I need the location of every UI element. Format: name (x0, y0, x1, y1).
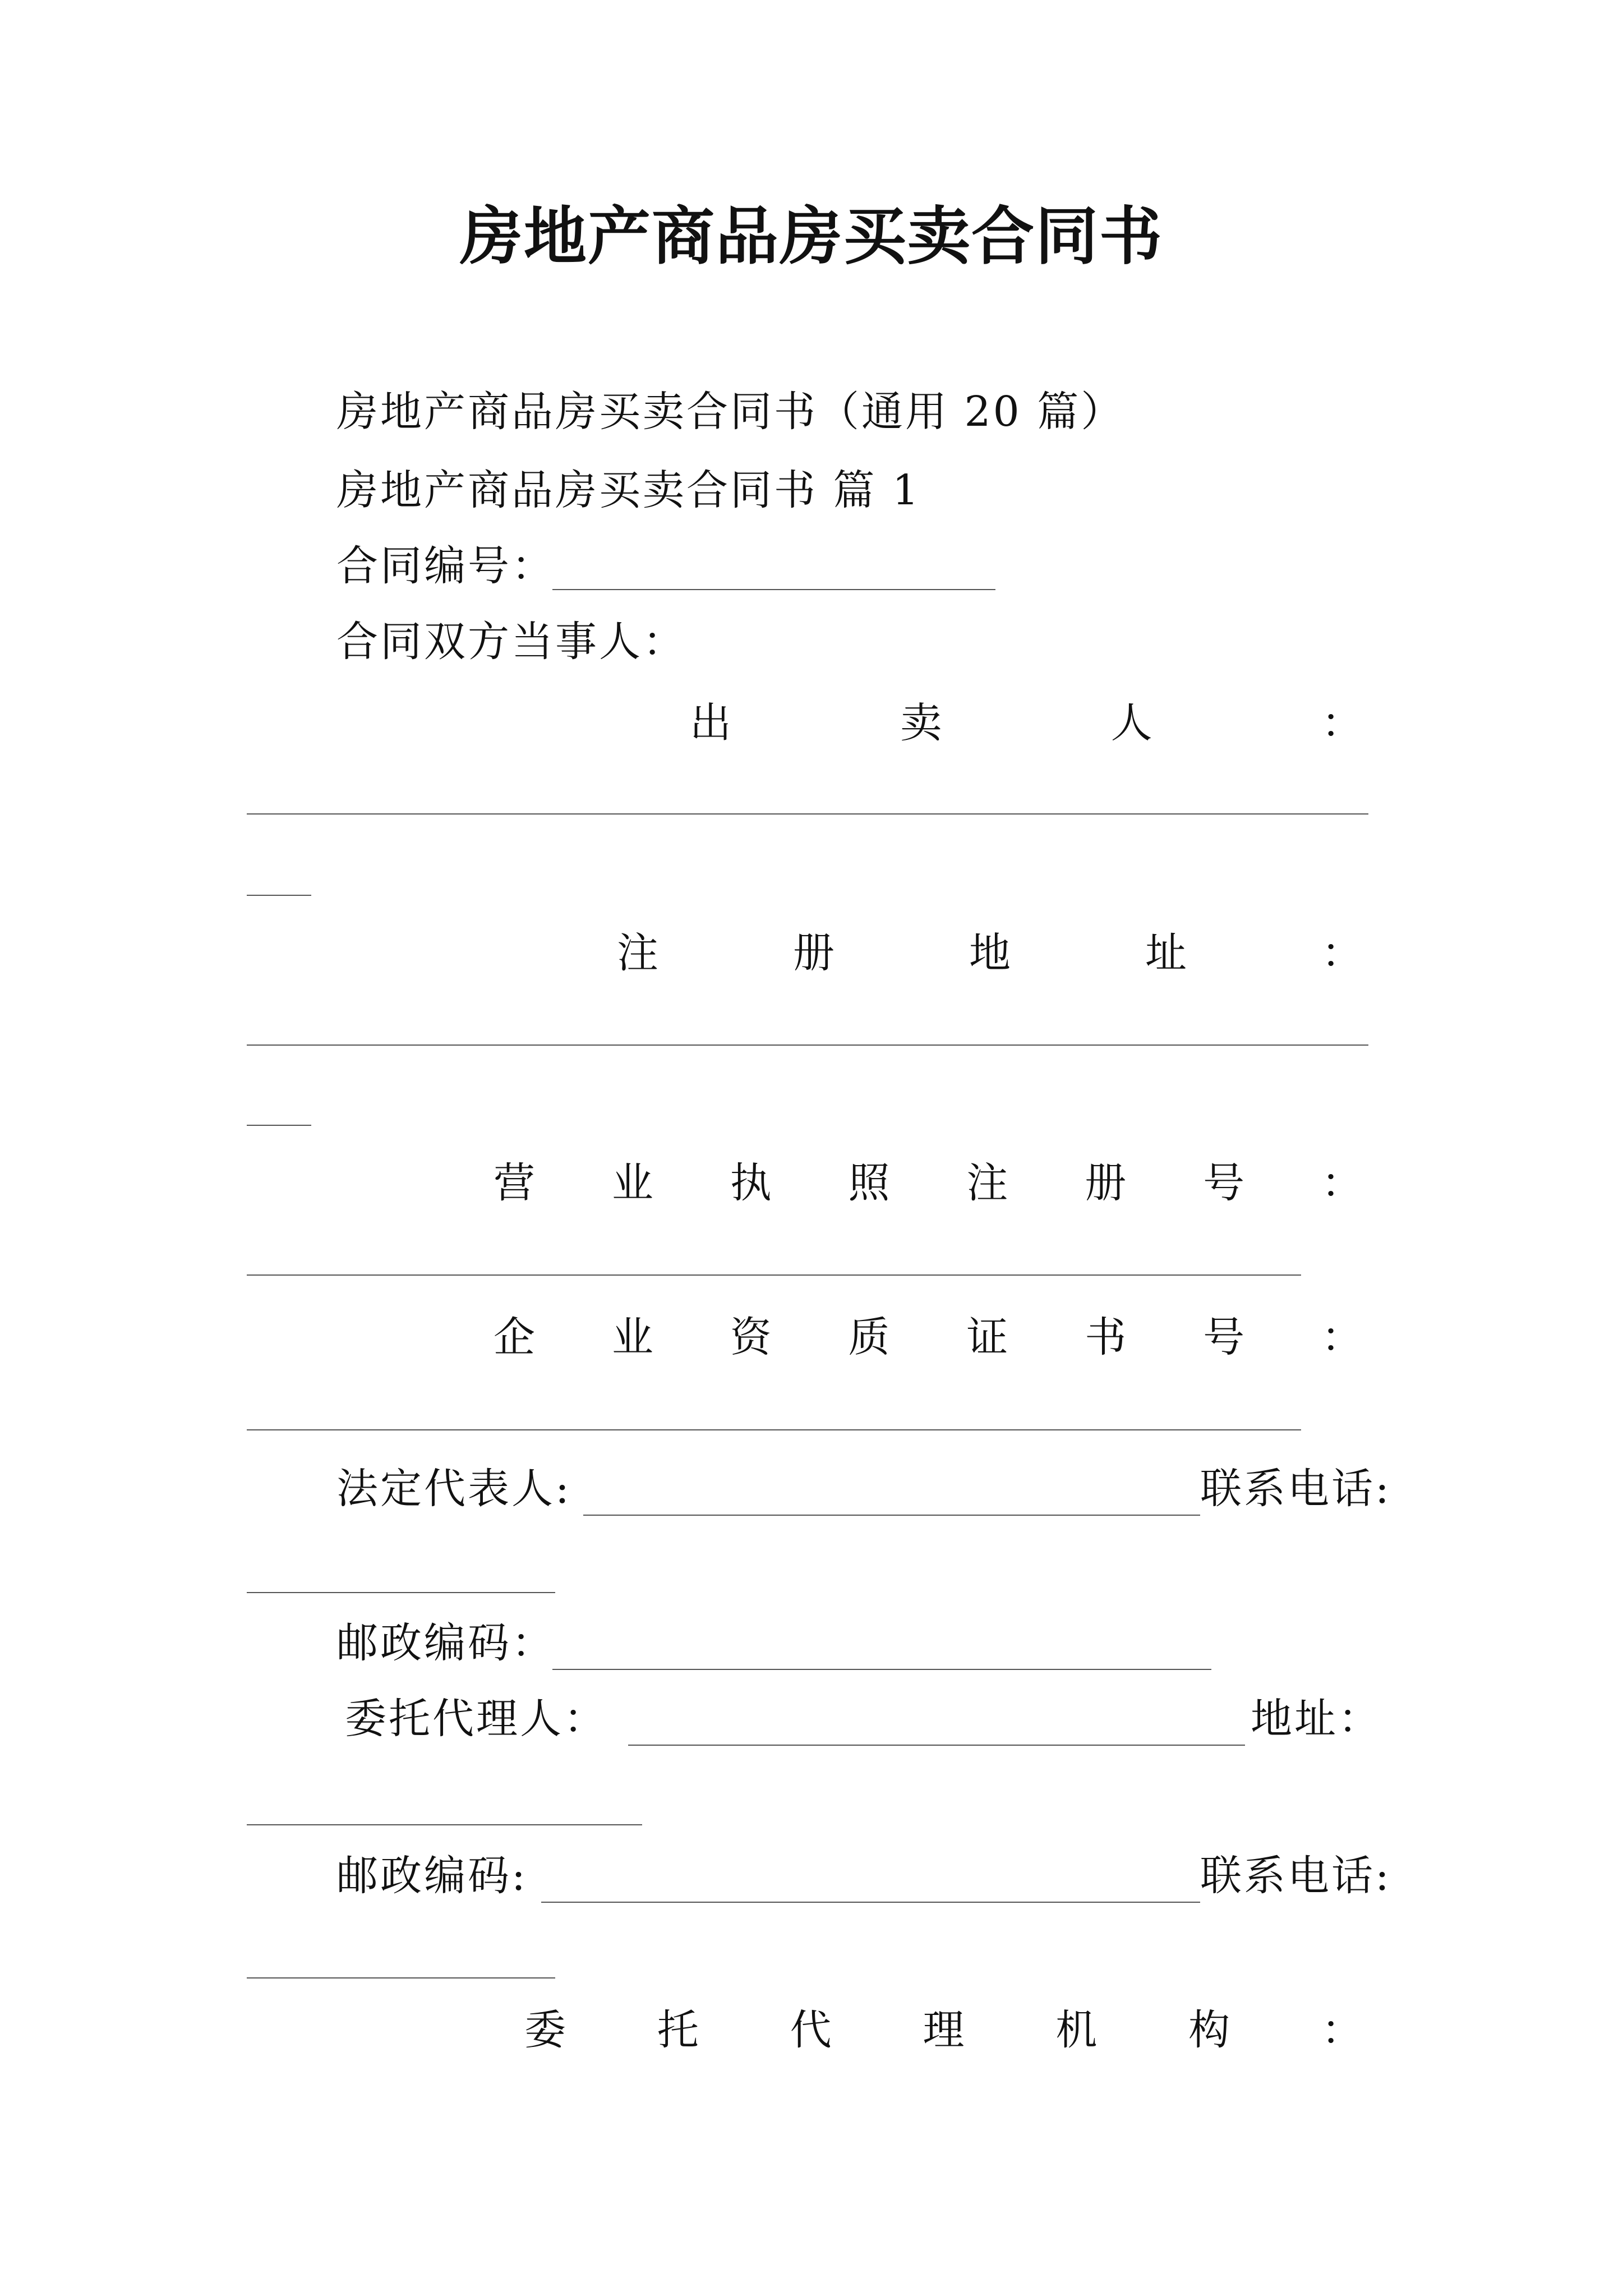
postcode-blank-1[interactable] (552, 1669, 1211, 1670)
qualification-no-label (494, 1313, 1363, 1363)
license-no-label (494, 1158, 1363, 1208)
reg-address-label-char: 址 (1145, 929, 1187, 977)
license-no-label-char: 号 (1203, 1159, 1245, 1207)
seller-blank[interactable] (247, 813, 1368, 815)
postcode-blank-2[interactable] (541, 1902, 1200, 1903)
agency-label-char: 构 (1188, 2006, 1230, 2054)
agency-label-char: 机 (1055, 2006, 1098, 2054)
reg-address-label-char: ： (1321, 929, 1363, 977)
seller-label-char: 人 (1110, 699, 1152, 747)
agency-label-char: 委 (524, 2006, 566, 2054)
legal-rep-label: 法定代表人: (336, 1465, 571, 1513)
license-no-label-char: 营 (494, 1159, 535, 1207)
qualification-no-label-char: 业 (611, 1313, 653, 1361)
reg-address-label-char: 地 (969, 929, 1011, 977)
seller-blank-cont[interactable] (247, 895, 311, 896)
reg-address-label (617, 928, 1363, 978)
license-no-label-char: 业 (611, 1159, 653, 1207)
reg-address-blank[interactable] (247, 1045, 1368, 1046)
phone-label-2: 联系电话: (1200, 1852, 1391, 1900)
license-no-blank[interactable] (247, 1274, 1301, 1276)
parties-label: 合同双方当事人： (336, 618, 686, 666)
contract-number-label: 合同编号： (336, 542, 555, 590)
license-no-label-char: ： (1321, 1159, 1363, 1207)
reg-address-label-char: 注 (617, 929, 658, 977)
agent-label: 委托代理人： (345, 1695, 607, 1743)
agent-blank[interactable] (628, 1745, 1245, 1746)
postcode-label-2: 邮政编码: (336, 1852, 528, 1900)
phone-blank-1[interactable] (247, 1592, 555, 1593)
heading-general: 房地产商品房买卖合同书（通用 20 篇） (336, 388, 1125, 436)
qualification-no-blank[interactable] (247, 1429, 1301, 1430)
contract-number-blank[interactable] (552, 589, 995, 590)
license-no-label-char: 注 (966, 1159, 1008, 1207)
qualification-no-label-char: 书 (1085, 1313, 1127, 1361)
seller-label-char: 卖 (900, 699, 942, 747)
document-title: 房地产商品房买卖合同书 (460, 200, 1163, 273)
phone-blank-2[interactable] (247, 1977, 555, 1978)
postcode-label-1: 邮政编码： (336, 1619, 555, 1667)
phone-label-1: 联系电话: (1200, 1465, 1391, 1513)
legal-rep-blank[interactable] (583, 1515, 1200, 1516)
license-no-label-char: 照 (848, 1159, 890, 1207)
qualification-no-label-char: 资 (730, 1313, 772, 1361)
agency-label-char: 理 (923, 2006, 965, 2054)
qualification-no-label-char: 号 (1203, 1313, 1245, 1361)
seller-label-char: ： (1321, 699, 1363, 747)
qualification-no-label-char: 企 (494, 1313, 535, 1361)
reg-address-blank-cont[interactable] (247, 1125, 311, 1126)
license-no-label-char: 册 (1085, 1159, 1127, 1207)
qualification-no-label-char: 质 (848, 1313, 890, 1361)
address-blank[interactable] (247, 1824, 642, 1825)
qualification-no-label-char: ： (1321, 1313, 1363, 1361)
agency-label-char: 托 (657, 2006, 699, 2054)
agency-label-char: 代 (790, 2006, 832, 2054)
reg-address-label-char: 册 (793, 929, 834, 977)
qualification-no-label-char: 证 (966, 1313, 1008, 1361)
seller-label (690, 698, 1363, 748)
agency-label-char: ： (1321, 2006, 1363, 2054)
agency-label (524, 2005, 1363, 2055)
seller-label-char: 出 (690, 699, 731, 747)
heading-part: 房地产商品房买卖合同书 篇 1 (336, 466, 921, 514)
license-no-label-char: 执 (730, 1159, 772, 1207)
address-label: 地址： (1251, 1695, 1382, 1743)
